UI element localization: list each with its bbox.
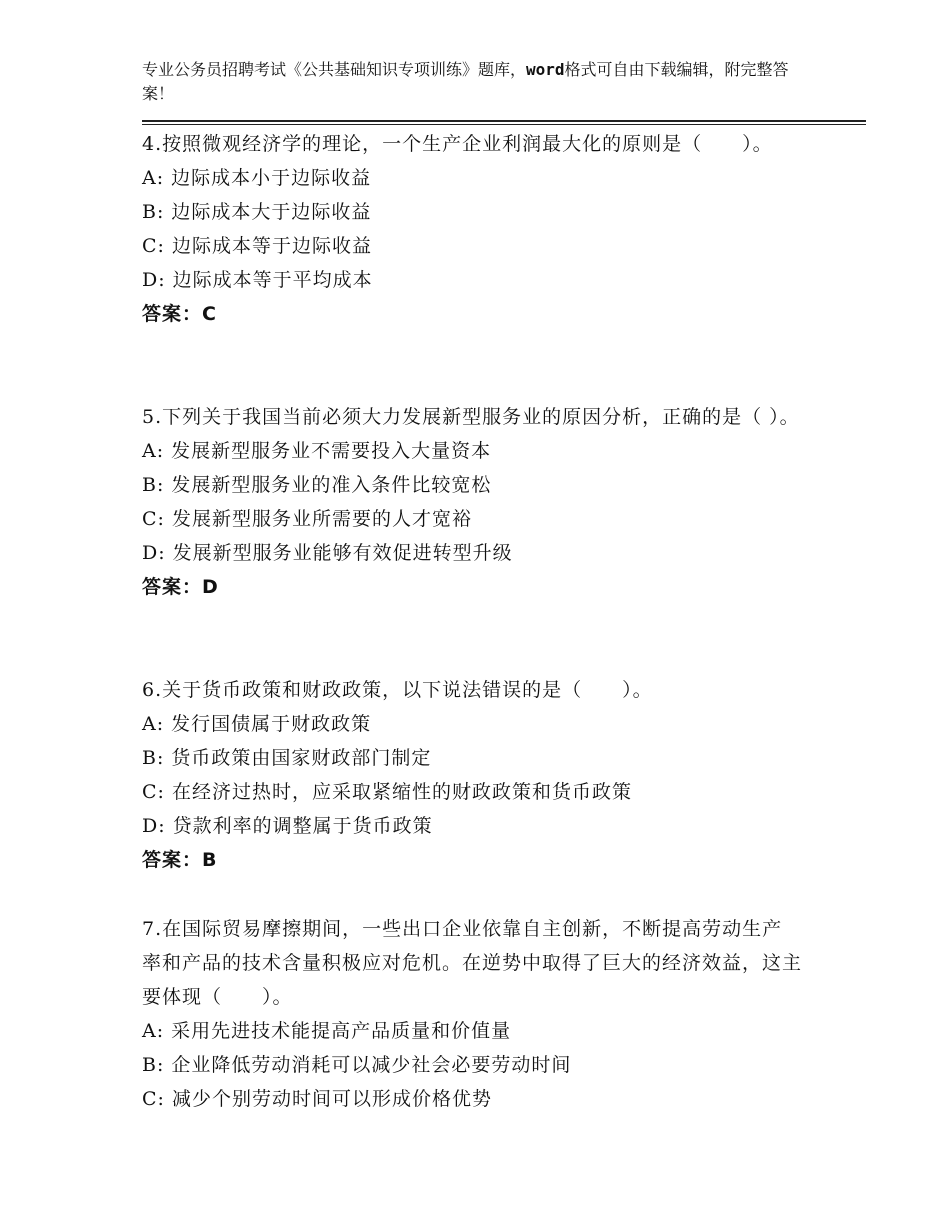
option-a: A: 采用先进技术能提高产品质量和价值量 [142,1020,512,1042]
option-d: D: 贷款利率的调整属于货币政策 [142,815,433,837]
option-a: A: 发展新型服务业不需要投入大量资本 [142,440,492,462]
question-stem: 5.下列关于我国当前必须大力发展新型服务业的原因分析，正确的是（ ）。 [142,406,800,428]
option-a: A: 边际成本小于边际收益 [142,167,372,189]
option-b: B: 货币政策由国家财政部门制定 [142,747,432,769]
header-text-1: 专业公务员招聘考试《公共基础知识专项训练》题库， [142,60,527,79]
header-text-2: 格式可自由下载编辑，附完整答案！ [142,60,789,103]
question-stem: 7.在国际贸易摩擦期间，一些出口企业依靠自主创新，不断提高劳动生产率和产品的技术含量积极应对危机。在逆势中取得了巨大的经济效益，这主要体现（ ）。 [142,918,803,1008]
header-divider [142,120,866,125]
question-stem: 4.按照微观经济学的理论，一个生产企业利润最大化的原则是（ ）。 [142,133,773,155]
option-c: C: 边际成本等于边际收益 [142,235,372,257]
option-b: B: 发展新型服务业的准入条件比较宽松 [142,474,492,496]
question-4 [142,127,802,331]
answer-label: 答案：D [142,576,219,598]
question-stem: 6.关于货币政策和财政政策，以下说法错误的是（ ）。 [142,679,653,701]
option-b: B: 边际成本大于边际收益 [142,201,372,223]
option-c: C: 在经济过热时，应采取紧缩性的财政政策和货币政策 [142,781,632,803]
question-5 [142,400,802,604]
question-7 [142,912,802,1116]
option-c: C: 减少个别劳动时间可以形成价格优势 [142,1088,492,1110]
answer-label: 答案：C [142,303,217,325]
option-a: A: 发行国债属于财政政策 [142,713,372,735]
option-d: D: 边际成本等于平均成本 [142,269,373,291]
option-c: C: 发展新型服务业所需要的人才宽裕 [142,508,472,530]
header-text-word: word [526,60,565,79]
question-6 [142,673,802,877]
answer-label: 答案：B [142,849,218,871]
option-b: B: 企业降低劳动消耗可以减少社会必要劳动时间 [142,1054,572,1076]
option-d: D: 发展新型服务业能够有效促进转型升级 [142,542,513,564]
document-header [142,58,802,106]
